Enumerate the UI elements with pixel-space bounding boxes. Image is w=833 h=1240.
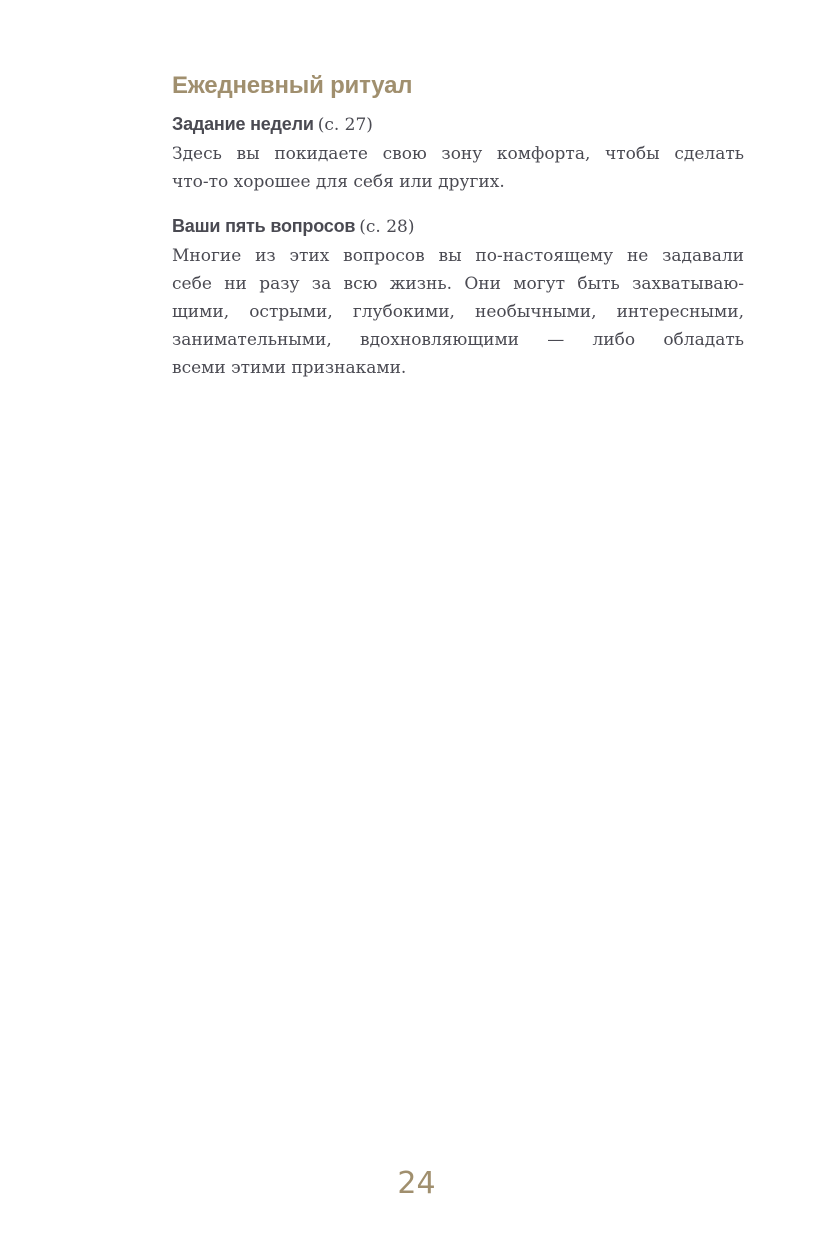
paragraph-line: занимательными, вдохновляющими — либо обладать — [172, 330, 744, 350]
subsection-header — [172, 212, 744, 242]
subsection-header — [172, 110, 744, 140]
section-weekly-task — [172, 110, 744, 196]
paragraph-line: себе ни разу за всю жизнь. Они могут быть захватываю- — [172, 274, 744, 294]
paragraph-line: Здесь вы покидаете свою зону комфорта, чтобы сделать — [172, 144, 744, 164]
subsection-title: Задание недели — [172, 114, 314, 134]
subsection-title: Ваши пять вопросов — [172, 216, 356, 236]
paragraph-line: всеми этими признаками. — [172, 358, 407, 378]
section-heading: Ежедневный ритуал — [172, 72, 413, 99]
page-reference: (с. 28) — [359, 217, 415, 237]
paragraph-line: щими, острыми, глубокими, необычными, интересными, — [172, 302, 744, 322]
page-content — [172, 70, 744, 398]
section-five-questions — [172, 212, 744, 382]
page-reference: (с. 27) — [317, 115, 373, 135]
paragraph-line: что-то хорошее для себя или других. — [172, 172, 505, 192]
page-number: 24 — [397, 1166, 436, 1201]
paragraph-line: Многие из этих вопросов вы по-настоящему не задавали — [172, 246, 744, 266]
